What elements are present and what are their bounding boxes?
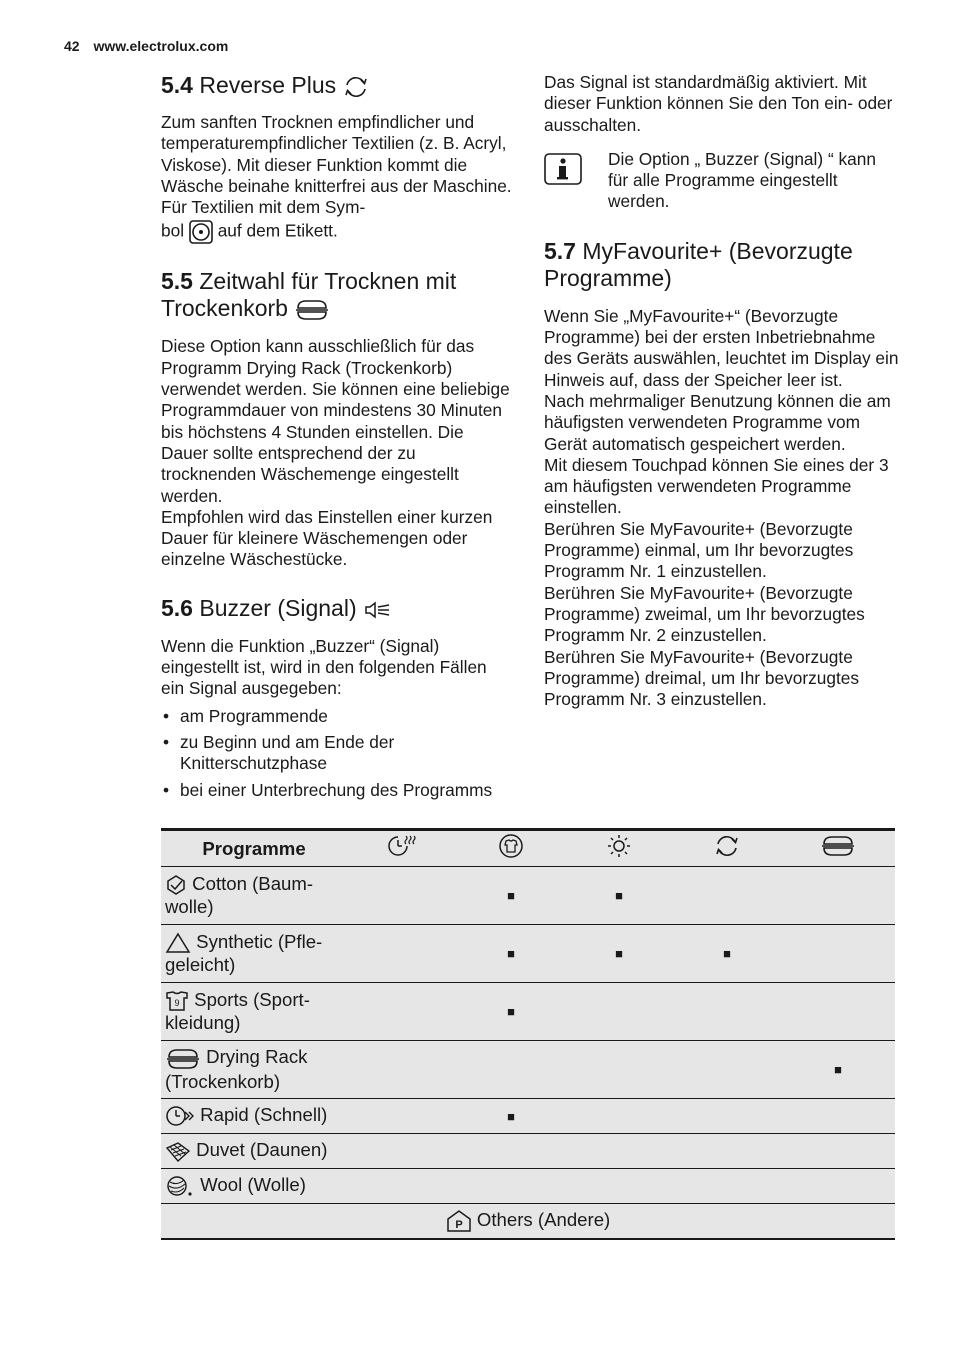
option-cell [565,1099,673,1134]
table-row [161,1169,895,1204]
option-cell [347,1134,457,1169]
others-icon [446,1209,472,1233]
programme-options-table [161,828,895,1240]
option-cell [673,983,781,1041]
option-cell [781,1134,895,1169]
drying-rack-icon [165,1047,201,1071]
paragraph: Berühren Sie MyFavourite+ (Bevorzugte Programme) zweimal, um Ihr bevorzugtes Programm Nr. 2 einzustellen. [544,582,865,646]
option-cell [457,1169,565,1204]
left-column [161,70,513,806]
section-5-4-body-tail: bol auf dem Etikett. [161,220,513,244]
svg-text:9: 9 [174,998,180,1009]
option-cell [347,983,457,1041]
buzzer-icon [363,599,391,621]
reverse-icon [343,75,369,99]
table-row [161,983,895,1041]
section-5-7-heading: 5.7 MyFavourite+ (Bevorzugte Programme) [544,237,853,291]
info-icon [544,149,584,187]
programme-name-cell: Synthetic (Pfle- geleicht) [161,925,347,983]
option-cell [347,867,457,925]
paragraph: Mit diesem Touchpad können Sie eines der 3 am häufigsten verwendeten Programme einstellen. [544,454,889,518]
section-5-6-heading: 5.6 Buzzer (Signal) [161,595,513,622]
table-row [161,925,895,983]
table-row [161,1099,895,1134]
paragraph: Wenn Sie „MyFavourite+“ (Bevorzugte Programme) bei der ersten Inbetriebnahme des Geräts auswählen, leuchtet im Display ein Hinweis auf, dass der Speicher leer ist. [544,305,899,390]
website-link[interactable]: www.electrolux.com [93,38,229,54]
option-cell [565,1169,673,1204]
paragraph: Berühren Sie MyFavourite+ (Bevorzugte Programme) einmal, um Ihr bevorzugtes Programm Nr. 1 einzustellen. [544,518,854,582]
option-cell [457,1041,565,1099]
option-cell [673,1134,781,1169]
page-header [64,38,228,54]
info-note [544,149,900,213]
option-cell [457,1134,565,1169]
option-cell [781,1169,895,1204]
section-5-6-intro: Wenn die Funktion „Buzzer“ (Signal) eingestellt ist, wird in den folgenden Fällen ein Signal ausgegeben: [161,635,487,699]
option-cell [565,1041,673,1099]
programme-name-cell: Rapid (Schnell) [161,1099,347,1134]
tshirt-icon [498,833,524,859]
drying-rack-icon [294,298,330,322]
option-cell [673,1169,781,1204]
table-row [161,1204,895,1240]
option-cell [565,1134,673,1169]
option-cell: ■ [673,925,781,983]
option-cell: ■ [457,983,565,1041]
option-cell: ■ [457,867,565,925]
option-cell [673,1099,781,1134]
programme-name-cell: 9 Sports (Sport- kleidung) [161,983,347,1041]
option-cell [673,1041,781,1099]
option-cell [781,1099,895,1134]
paragraph: Berühren Sie MyFavourite+ (Bevorzugte Programme) dreimal, um Ihr bevorzugtes Programm Nr. 3 einzustellen. [544,646,860,710]
others-row-cell: P Others (Andere) [161,1204,895,1240]
page-number: 42 [64,38,80,54]
sports-icon [165,990,189,1012]
programme-name-cell: Wool (Wolle) [161,1169,347,1204]
delicate-symbol-icon [189,220,213,244]
reverse-icon [714,834,740,858]
option-cell [673,867,781,925]
programme-name-cell: Cotton (Baum- wolle) [161,867,347,925]
list-item: • zu Beginn und am Ende der Knitterschutzphase [161,732,513,775]
programme-name-cell: Duvet (Daunen) [161,1134,347,1169]
option-cell: ■ [457,1099,565,1134]
option-cell [781,925,895,983]
section-5-6-continued: Das Signal ist standardmäßig aktiviert. Mit dieser Funktion können Sie den Ton ein- oder ausschalten. [544,72,893,135]
time-dry-icon [387,833,417,859]
option-cell: ■ [457,925,565,983]
option-cell [781,983,895,1041]
signal-bullet-list [161,706,513,801]
list-item: • am Programmende [161,706,513,727]
svg-text:P: P [455,1219,463,1232]
list-item: • bei einer Unterbrechung des Programms [161,780,513,801]
option-cell [347,1041,457,1099]
option-cell [565,983,673,1041]
paragraph: Nach mehrmaliger Benutzung können die am häufigsten verwendeten Programme vom Gerät automatisch gespeichert werden. [544,390,891,454]
option-cell [347,1169,457,1204]
programme-name-cell: Drying Rack (Trockenkorb) [161,1041,347,1099]
section-5-4-heading: 5.4 Reverse Plus [161,72,513,99]
section-5-5-body2: Empfohlen wird das Einstellen einer kurzen Dauer für kleinere Wäschemengen oder einzelne Wäschestücke. [161,506,493,570]
option-cell: ■ [781,1041,895,1099]
table-row [161,1134,895,1169]
sun-icon [606,833,632,859]
option-cell [781,867,895,925]
right-column [544,72,900,710]
section-5-5-heading: 5.5 Zeitwahl für Trocknen mit Trockenkorb [161,268,457,322]
section-5-5-body: Diese Option kann ausschließlich für das Programm Drying Rack (Trockenkorb) verwendet werden. Sie können eine beliebige Programmdauer von mindestens 30 Minuten bis höchstens 4 Stunden einstellen. Die Dauer sollte entsprechend der zu trocknenden Wäschemenge eingestellt werden. [161,336,510,506]
duvet-icon [165,1141,191,1163]
table-header-row [161,830,895,867]
synthetic-icon [165,932,191,954]
option-cell: ■ [565,867,673,925]
wool-icon [165,1174,195,1198]
section-5-7-body [544,306,900,711]
programme-column-header: Programme [161,830,347,867]
rapid-icon [165,1104,195,1128]
table-row [161,1041,895,1099]
option-cell [347,1099,457,1134]
cotton-icon [165,874,187,896]
section-5-4-body: Zum sanften Trocknen empfindlicher und temperaturempfindlicher Textilien (z. B. Acryl, Viskose). Mit dieser Funktion kommt die Wäsche beinahe knitterfrei aus der Maschine. Für Textilien mit dem Sym- [161,112,512,218]
table-row [161,867,895,925]
option-cell: ■ [565,925,673,983]
drying-rack-icon [820,834,856,858]
option-cell [347,925,457,983]
info-text: Die Option „ Buzzer (Signal) “ kann für alle Programme eingestellt werden. [608,148,876,212]
